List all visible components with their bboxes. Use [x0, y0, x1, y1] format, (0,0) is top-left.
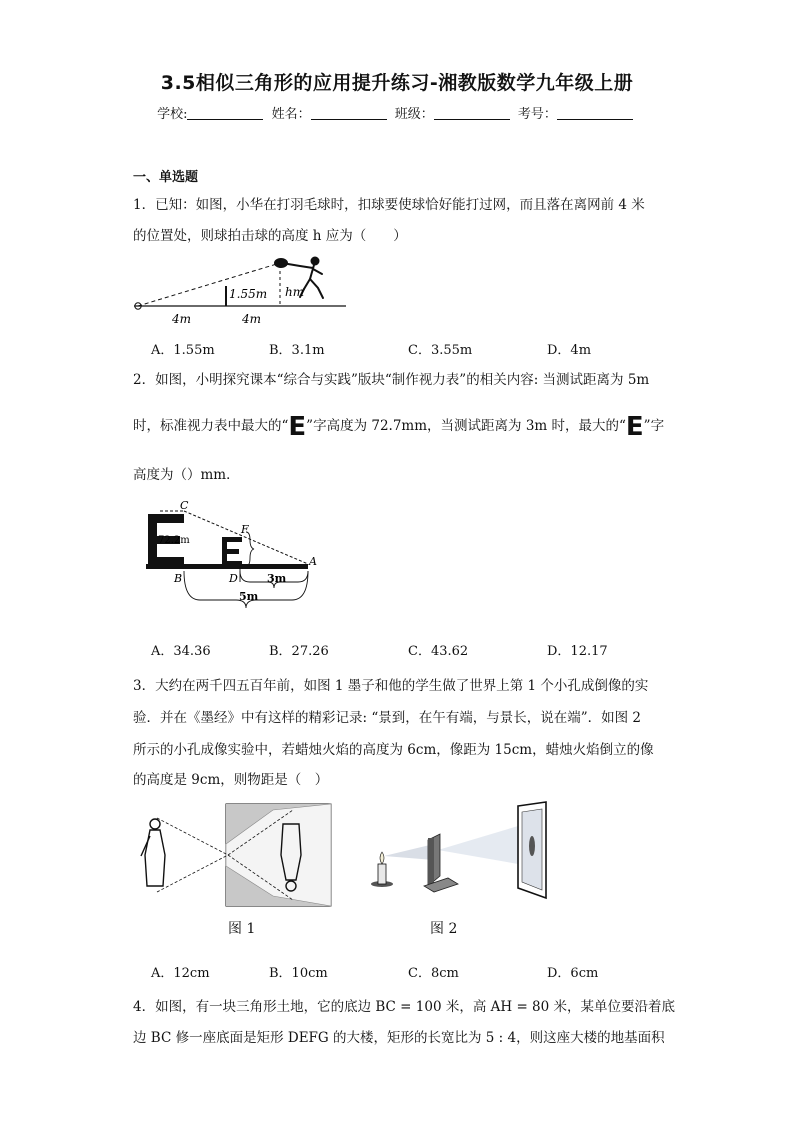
q3-option-b[interactable]: B．10cm [269, 966, 328, 981]
height-brace [246, 532, 254, 566]
page-title: 3.5相似三角形的应用提升练习-湘教版数学九年级上册 [160, 72, 634, 94]
class-label: 班级： [394, 107, 434, 122]
q1-option-d[interactable]: D．4m [547, 343, 592, 358]
label-5m: 5m [239, 590, 259, 603]
eye-chart-e-icon-2: E [625, 412, 644, 442]
q3-figure-2 [368, 800, 558, 900]
student-info-row [0, 103, 794, 122]
sight-line [184, 511, 308, 564]
section-heading: 一、单选题 [133, 170, 199, 185]
label-72-2m: 72.2m [158, 535, 190, 546]
q2-figure [140, 496, 330, 618]
q3-option-a[interactable]: A．12cm [151, 966, 210, 981]
q3-line-3: 所示的小孔成像实验中，若蜡烛火焰的高度为 6cm，像距为 15cm，蜡烛火焰倒立的像 [133, 742, 654, 758]
name-blank[interactable] [311, 107, 387, 120]
label-f: F [241, 523, 249, 536]
school-label: 学校: [157, 107, 188, 122]
q2-line-3: 高度为（）mm． [133, 467, 240, 483]
screen [518, 802, 546, 898]
label-a: A [309, 555, 317, 568]
q2-line-1: 2．如图，小明探究课本“综合与实践”版块“制作视力表”的相关内容: 当测试距离为 5m [133, 372, 650, 388]
q3-option-c[interactable]: C．8cm [408, 966, 459, 981]
q2-option-c[interactable]: C．43.62 [408, 644, 469, 659]
q1-option-c[interactable]: C．3.55m [408, 343, 473, 358]
candle-icon [371, 852, 393, 887]
q3-figure-2-caption: 图 2 [430, 921, 458, 937]
projection-top [157, 818, 228, 855]
light-beam-in [384, 844, 434, 860]
distance-label-1: 4m [172, 312, 192, 326]
small-e-shape [222, 537, 242, 566]
q2-line-2 [133, 412, 665, 442]
light-beam-out [438, 826, 518, 864]
q1-figure [128, 252, 358, 330]
pinhole-board [424, 834, 458, 892]
q2-option-a[interactable]: A．34.36 [151, 644, 211, 659]
distance-label-2: 4m [242, 312, 262, 326]
exam-number-label: 考号： [517, 107, 557, 122]
q3-figure-1 [133, 800, 333, 910]
class-blank[interactable] [434, 107, 510, 120]
q2-line-2-part-c: ”字 [643, 418, 665, 434]
q4-line-2: 边 BC 修一座底面是矩形 DEFG 的大楼，矩形的长宽比为 5 : 4，则这座大楼的地基面积 [133, 1030, 665, 1046]
q1-line-2: 的位置处，则球拍击球的高度 h 应为（ ） [133, 228, 407, 244]
q2-option-b[interactable]: B．27.26 [269, 644, 329, 659]
label-b: B [174, 572, 183, 585]
q3-line-2: 验．并在《墨经》中有这样的精彩记录: “景到，在午有端，与景长，说在端”．如图 2 [133, 710, 642, 726]
q3-option-d[interactable]: D．6cm [547, 966, 599, 981]
q2-line-2-part-b: ”字高度为 72.7mm，当测试距离为 3m 时，最大的“ [306, 418, 626, 434]
school-blank[interactable] [187, 107, 263, 120]
standing-person-icon [141, 819, 165, 886]
racket-icon [274, 258, 288, 268]
net-height-label: 1.55m [229, 287, 268, 301]
q2-option-d[interactable]: D．12.17 [547, 644, 608, 659]
projection-bottom [157, 855, 228, 892]
q3-line-4: 的高度是 9cm，则物距是（ ） [133, 772, 329, 788]
q4-line-1: 4．如图，有一块三角形土地，它的底边 BC = 100 米，高 AH = 80 米，某单位要沿着底 [133, 999, 676, 1015]
eye-chart-e-icon: E [288, 412, 307, 442]
q1-line-1: 1．已知：如图，小华在打羽毛球时，扣球要使球恰好能打过网，而且落在离网前 4 米 [133, 197, 645, 213]
exam-number-blank[interactable] [557, 107, 633, 120]
base-bar [146, 564, 308, 569]
q1-option-a[interactable]: A．1.55m [151, 343, 215, 358]
q1-option-b[interactable]: B．3.1m [269, 343, 325, 358]
name-label: 姓名： [271, 107, 311, 122]
q3-line-1: 3．大约在两千四五百年前，如图 1 墨子和他的学生做了世界上第 1 个小孔成倒像的实 [133, 678, 649, 694]
hit-height-label: hm [285, 285, 305, 299]
q3-figure-1-caption: 图 1 [228, 921, 256, 937]
label-c: C [180, 499, 189, 512]
label-3m: 3m [267, 572, 287, 585]
label-d: D [229, 572, 238, 585]
q2-line-2-part-a: 时，标准视力表中最大的“ [133, 418, 289, 434]
